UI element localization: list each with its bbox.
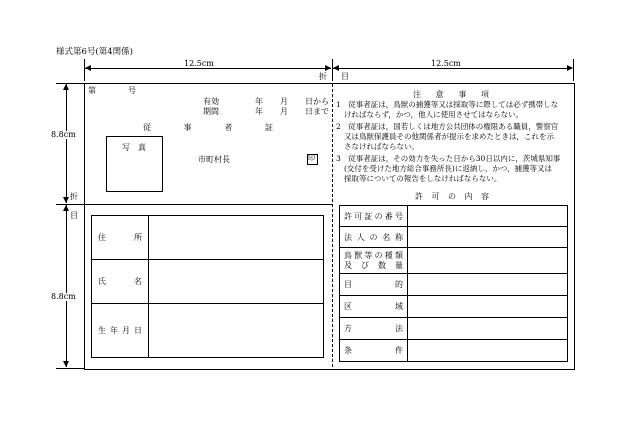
year-to: 年 [255, 107, 263, 116]
front-divider [85, 204, 332, 205]
permit-row [340, 340, 568, 362]
arrow-up-icon [63, 84, 69, 90]
area-value [408, 296, 568, 318]
corporation-name-value [408, 227, 568, 248]
holder-label-cell: 住 所 [92, 216, 149, 260]
month-from: 月 [280, 97, 288, 106]
holder-label-cell: 生 年 月 日 [92, 304, 149, 358]
permit-label-cell: 鳥 獣 等 の 種 類 及 び 数 量 [340, 248, 408, 274]
photo-label: 写 真 [122, 143, 146, 152]
permit-label-cell: 許 可 証 の 番 号 [340, 206, 408, 227]
year-from: 年 [255, 97, 263, 106]
fold-mark-side-bottom: 目 [70, 211, 78, 220]
purpose-value [408, 274, 568, 296]
seal-label: 印 [308, 154, 315, 162]
dim-width-right: 12.5cm [431, 59, 461, 68]
dim-line-width-left [85, 68, 331, 69]
permit-label-cell: 区 域 [340, 296, 408, 318]
dim-tick-bottom [56, 368, 84, 369]
holder-label-cell: 氏 名 [92, 260, 149, 304]
method-value [408, 318, 568, 340]
card-title-char: 従 [143, 123, 151, 132]
fold-line-vertical [332, 84, 333, 367]
note-item-1: 1 従事者証は，鳥獣の捕獲等又は採取等に際しては必ず携帯しな ければならず，かつ，他人に使用させてはならない。 [336, 100, 559, 119]
dim-height-bottom: 8.8cm [51, 292, 76, 301]
holder-table [91, 215, 324, 358]
holder-row [92, 260, 324, 304]
permit-row [340, 296, 568, 318]
dim-line-width-right [333, 68, 572, 69]
dim-line-height-top [66, 84, 67, 203]
validity-label: 有効 [203, 97, 219, 106]
arrow-right-icon [325, 65, 331, 71]
arrow-left-icon [85, 65, 91, 71]
card-title-char: 事 [183, 123, 192, 132]
arrow-left-icon [333, 65, 339, 71]
name-value [149, 260, 324, 304]
day-to: 日まで [305, 107, 329, 116]
dim-tick-top [56, 83, 84, 84]
holder-row [92, 304, 324, 358]
permit-table [339, 205, 568, 362]
permit-label-cell: 条 件 [340, 340, 408, 362]
dim-line-height-bottom [66, 205, 67, 367]
permit-label-cell: 方 法 [340, 318, 408, 340]
dim-height-top: 8.8cm [51, 130, 76, 139]
permit-row [340, 318, 568, 340]
permit-row [340, 227, 568, 248]
permit-number-value [408, 206, 568, 227]
species-quantity-value [408, 248, 568, 274]
notes-title: 注 意 事 項 [413, 90, 489, 99]
permit-label-cell: 目 的 [340, 274, 408, 296]
permit-title: 許 可 の 内 容 [415, 192, 489, 201]
arrow-up-icon [63, 205, 69, 211]
note-item-3: 3 従事者証は，その効力を失った日から30日以内に，茨城県知事 (交付を受けた地方総合事務所長)に返納し，かつ，捕獲等又は 採取等についての報告をしなければならない。 [336, 154, 561, 183]
conditions-value [408, 340, 568, 362]
permit-row [340, 248, 568, 274]
arrow-down-icon [63, 361, 69, 367]
dim-width-left: 12.5cm [184, 59, 214, 68]
note-item-2: 2 従事者証は，国若しくは地方公共団体の権限ある職員，警察官 又は鳥獣保護員その他関係者が提示を求めたときは，これを示 さなければならない。 [336, 122, 559, 151]
birthdate-value [149, 304, 324, 358]
card-title [143, 122, 273, 133]
mayor-label: 市町村長 [198, 155, 230, 164]
arrow-right-icon [567, 65, 573, 71]
address-value [149, 216, 324, 260]
permit-label-cell: 法 人 の 名 称 [340, 227, 408, 248]
fold-mark-top-right: 目 [341, 72, 349, 81]
permit-row [340, 274, 568, 296]
day-from: 日から [305, 97, 329, 106]
card-title-char: 証 [264, 123, 273, 132]
dim-tick-middle [56, 204, 84, 205]
number-label: 第 号 [88, 86, 136, 95]
arrow-down-icon [63, 197, 69, 203]
fold-mark-side-top: 折 [70, 192, 78, 201]
month-to: 月 [280, 107, 288, 116]
period-label: 期間 [203, 107, 219, 116]
card-title-char: 者 [224, 123, 233, 132]
form-label: 様式第6号(第4関係) [56, 47, 133, 57]
holder-row [92, 216, 324, 260]
dim-tick-right [573, 59, 574, 81]
fold-mark-top-left: 折 [319, 72, 327, 81]
permit-row [340, 206, 568, 227]
